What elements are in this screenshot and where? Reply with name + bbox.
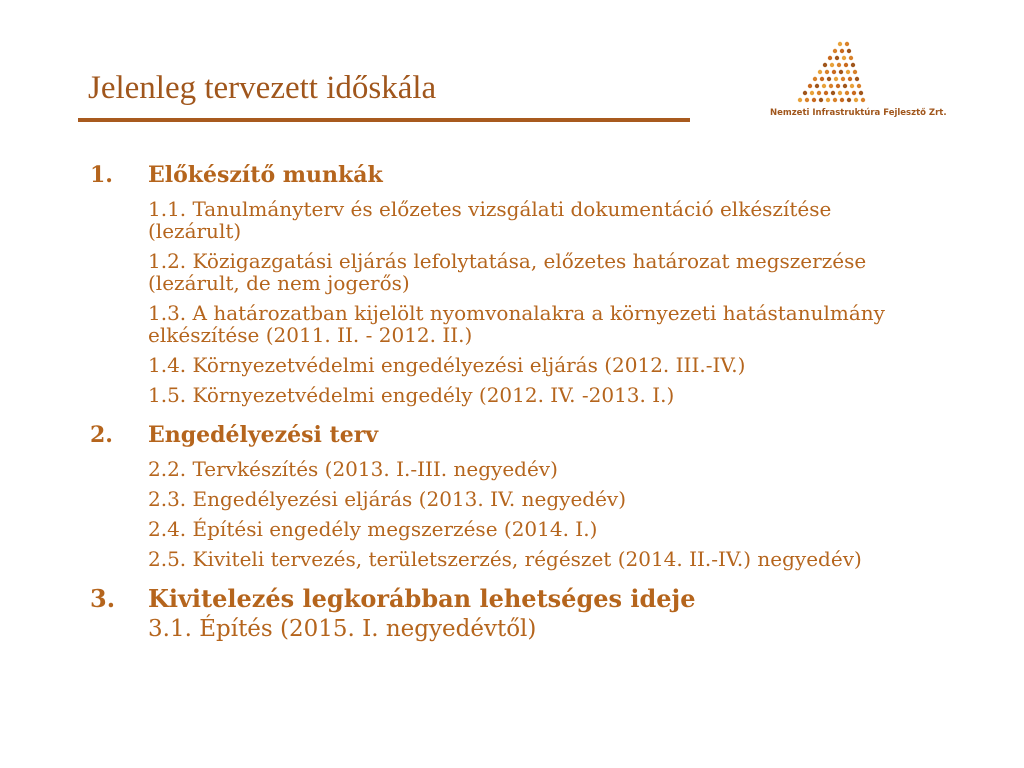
list-item: 2.3. Engedélyezési eljárás (2013. IV. negyedév) (148, 487, 627, 511)
logo-dot (812, 98, 816, 102)
company-logo (770, 38, 950, 128)
logo-dot (847, 98, 851, 102)
section-1 (90, 160, 910, 406)
section-number: 1. (90, 162, 113, 188)
logo-dot (829, 84, 833, 88)
logo-dot (820, 77, 824, 81)
logo-dot (848, 77, 852, 81)
logo-dot (828, 56, 832, 60)
logo-dot (838, 42, 842, 46)
section-2 (90, 420, 910, 570)
logo-dot (817, 91, 821, 95)
section-items (148, 198, 910, 406)
logo-dot (836, 84, 840, 88)
logo-dot (833, 49, 837, 53)
section-heading (90, 420, 910, 450)
logo-dot (813, 77, 817, 81)
logo-dot (835, 56, 839, 60)
slide-title: Jelenleg tervezett időskála (88, 70, 437, 106)
list-item: 2.4. Építési engedély megszerzése (2014. I.) (148, 517, 598, 541)
logo-dot (824, 91, 828, 95)
section-number: 2. (90, 422, 113, 448)
list-item: 1.5. Környezetvédelmi engedély (2012. IV. -2013. I.) (148, 383, 675, 407)
logo-dot (823, 63, 827, 67)
section-title: Engedélyezési terv (148, 422, 379, 448)
section-heading (90, 584, 910, 614)
logo-dot (846, 70, 850, 74)
list-item: 1.4. Környezetvédelmi engedélyezési eljárás (2012. III.-IV.) (148, 353, 746, 377)
logo-dot (830, 63, 834, 67)
logo-dot (853, 70, 857, 74)
logo-dot (833, 98, 837, 102)
logo-dot (857, 84, 861, 88)
logo-dot (831, 91, 835, 95)
logo-dots-icon (780, 38, 890, 104)
logo-dot (847, 49, 851, 53)
section-heading (90, 160, 910, 190)
section-items (148, 458, 910, 570)
logo-dot (843, 84, 847, 88)
section-number: 3. (90, 584, 116, 613)
logo-dot (850, 84, 854, 88)
logo-dot (805, 98, 809, 102)
list-item: 3.1. Építés (2015. I. negyedévtől) (148, 616, 537, 642)
logo-dot (840, 49, 844, 53)
title-underline (78, 118, 690, 122)
section-title: Előkészítő munkák (148, 162, 383, 188)
logo-dot (855, 77, 859, 81)
list-item: 2.2. Tervkészítés (2013. I.-III. negyedév) (148, 457, 558, 481)
logo-dot (838, 91, 842, 95)
logo-dot (851, 63, 855, 67)
logo-dot (818, 70, 822, 74)
logo-dot (825, 70, 829, 74)
slide-content (90, 160, 910, 656)
logo-dot (834, 77, 838, 81)
logo-dot (849, 56, 853, 60)
logo-dot (815, 84, 819, 88)
logo-dot (803, 91, 807, 95)
logo-text: Nemzeti Infrastruktúra Fejlesztő Zrt. (770, 108, 947, 118)
logo-dot (808, 84, 812, 88)
logo-dot (845, 42, 849, 46)
logo-dot (854, 98, 858, 102)
logo-dot (842, 56, 846, 60)
logo-dot (839, 70, 843, 74)
logo-dot (822, 84, 826, 88)
logo-dot (819, 98, 823, 102)
list-item: 2.5. Kiviteli tervezés, területszerzés, régészet (2014. II.-IV.) negyedév) (148, 547, 862, 571)
logo-dot (841, 77, 845, 81)
logo-dot (810, 91, 814, 95)
logo-dot (844, 63, 848, 67)
logo-dot (859, 91, 863, 95)
logo-dot (861, 98, 865, 102)
list-item: 1.2. Közigazgatási eljárás lefolytatása, előzetes határozat megszerzése (lezárult, de nem jogerős) (148, 249, 867, 295)
list-item: 1.3. A határozatban kijelölt nyomvonalakra a környezeti hatástanulmány elkészítése (2011. II. - 2012. II.) (148, 301, 885, 347)
logo-dot (798, 98, 802, 102)
logo-dot (845, 91, 849, 95)
list-item: 1.1. Tanulmányterv és előzetes vizsgálati dokumentáció elkészítése (lezárult) (148, 197, 832, 243)
section-title: Kivitelezés legkorábban lehetséges ideje (148, 584, 696, 613)
logo-dot (826, 98, 830, 102)
logo-dot (840, 98, 844, 102)
logo-dot (827, 77, 831, 81)
logo-dot (832, 70, 836, 74)
logo-dot (837, 63, 841, 67)
section-3 (90, 584, 910, 642)
logo-dot (852, 91, 856, 95)
section-items (148, 616, 910, 642)
